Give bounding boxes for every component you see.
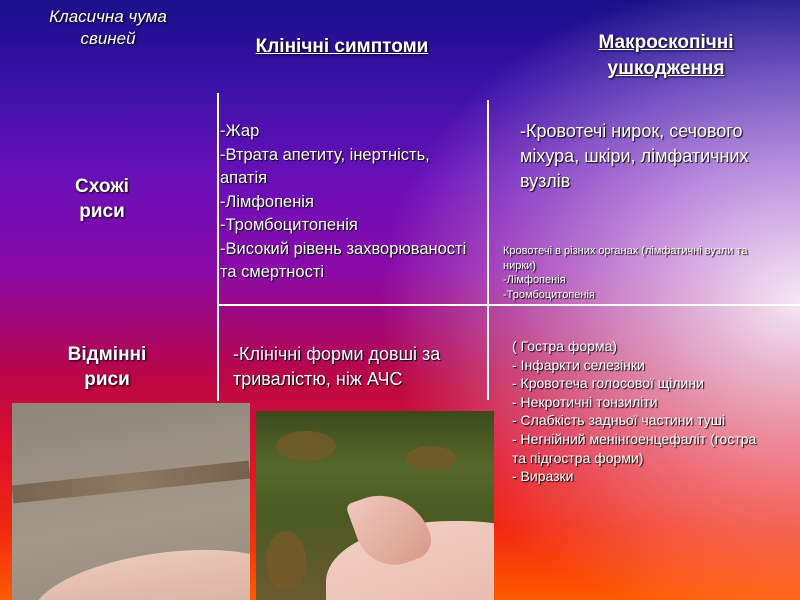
different-symptoms-list [233,342,483,392]
lesions-header [566,30,766,82]
list-item: - Кровотеча голосової щілини [512,375,704,392]
list-item: -Кровотечі нирок, сечового міхура, шкіри, лімфатичних вузлів [520,121,749,191]
photo-ground [12,461,250,504]
photo-leaf [406,446,456,471]
list-item: -Жар [220,122,260,140]
row-label-similar [52,174,152,224]
row-label-similar-line2: риси [79,201,125,222]
list-item: -Втрата апетиту, інертність, апатія [220,145,430,187]
photo-pig-body [27,535,250,600]
photo-leaf [266,531,306,591]
slide-title: Класична чума свиней [49,7,167,48]
row-label-similar-line1: Схожі [75,176,129,197]
list-item: - Слабкість задньої частини туші [512,412,726,429]
row-divider [217,304,800,306]
similar-symptoms-list [220,120,480,285]
list-item: - Некротичні тонзиліти [512,393,658,410]
column-divider-2 [487,100,489,400]
similar-lesions-note [503,244,763,302]
symptoms-header: Клінічні симптоми [255,36,429,57]
different-lesions-list [512,337,772,486]
list-item: - Негнійний менінгоенцефаліт (гостра та підгостра форми) [512,430,757,466]
list-item: -Тромбоцитопенія [220,216,358,234]
row-label-different-line1: Відмінні [67,344,147,365]
photo-leaf [276,431,336,461]
lesions-header-line1: Макроскопічні [598,32,734,53]
list-item: -Лімфопенія [503,274,566,286]
list-item: -Тромбоцитопенія [503,288,595,301]
list-item: Кровотечі в різних органах (лімфатичні вузли та нирки) [503,245,748,272]
similar-lesions-list [520,119,770,194]
list-item: ( Гостра форма) [512,338,618,354]
list-item: - Інфаркти селезінки [512,356,645,373]
list-item: -Високий рівень захворюваності та смертності [220,239,467,281]
pig-photo-1 [12,403,250,600]
list-item: - Виразки [512,468,574,485]
list-item: -Лімфопенія [220,192,314,211]
pig-photo-2 [256,411,494,600]
row-label-different [52,342,162,392]
list-item: -Клінічні форми довші за тривалістю, ніж АЧС [233,344,441,389]
column-divider-1 [217,93,219,401]
lesions-header-line2: ушкодження [607,58,725,79]
row-label-different-line2: риси [84,369,130,390]
